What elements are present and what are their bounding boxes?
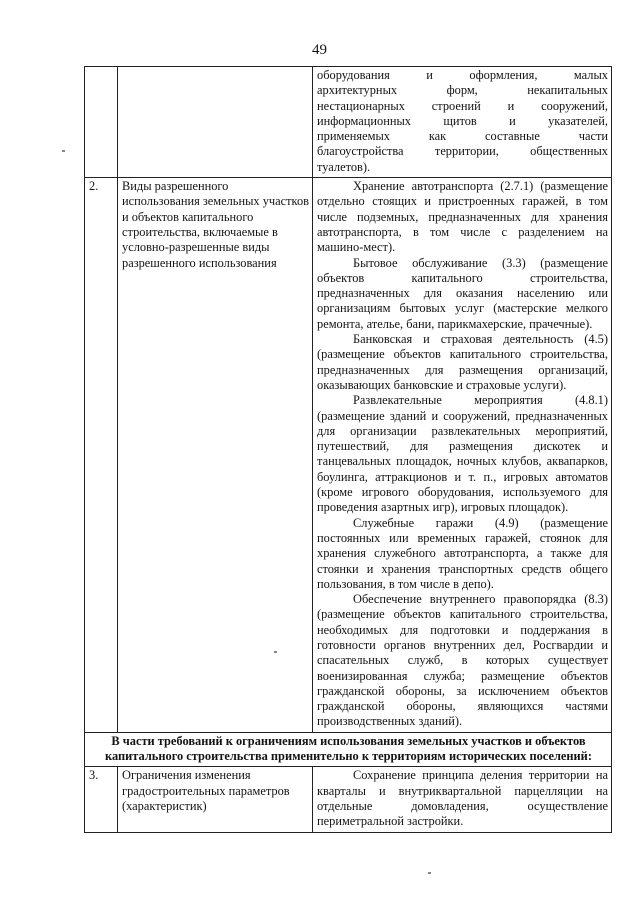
content-line: информационных щитов и указателей, — [317, 113, 608, 128]
content-line: благоустройства территории, общественных — [317, 144, 608, 159]
row-content-cell — [313, 67, 612, 178]
row-name-cell: Виды разрешенного использования земельных участков и объектов капитального строительства, включаемые в условно-разрешенные виды разрешенного использования — [118, 178, 313, 733]
content-line: применяемых как составные части — [317, 129, 608, 144]
row-number-cell: 2. — [85, 178, 118, 733]
table-row-3 — [85, 767, 612, 832]
row-content-cell — [313, 178, 612, 733]
content-line: туалетов). — [317, 159, 371, 174]
row-number-cell — [85, 67, 118, 178]
table-row-2 — [85, 178, 612, 733]
use-type-paragraph: Обеспечение внутреннего правопорядка (8.3) (размещение объектов капитального строительства, необходимых для подготовки и поддержания в готовности органов внутренних дел, Росгвардии и спасательных служб, в которых существует военизированная служба; размещение объектов гражданской обороны, за исключением объектов гражданской обороны, являющихся частями производственных зданий). — [317, 592, 608, 729]
content-line: архитектурных форм, некапитальных — [317, 83, 608, 98]
content-line: нестационарных строений и сооружений, — [317, 98, 608, 113]
section-header-row — [85, 732, 612, 767]
use-type-paragraph: Развлекательные мероприятия (4.8.1) (размещение зданий и сооружений, предназначенных для организации развлекательных мероприятий, путешествий, для размещения дискотек и танцевальных площадок, ночных клубов, аквапарков, боулинга, аттракционов и т. п., игровых автоматов (кроме игрового оборудования, используемого для проведения азартных игр), игровых площадок). — [317, 393, 608, 515]
section-header: В части требований к ограничениям использования земельных участков и объектов капитального строительства применительно к территориям исторических поселений: — [85, 732, 612, 767]
use-type-paragraph: Хранение автотранспорта (2.7.1) (размещение отдельно стоящих и пристроенных гаражей, в том числе подземных, предназначенных для хранения автотранспорта, в том числе с разделением на машино-мест). — [317, 179, 608, 255]
scan-speck — [62, 150, 65, 152]
use-type-paragraph: Банковская и страховая деятельность (4.5) (размещение объектов капитального строительства, предназначенных для размещения организаций, оказывающих банковские и страховые услуги). — [317, 332, 608, 392]
row-content-cell — [313, 767, 612, 832]
use-type-paragraph: Служебные гаражи (4.9) (размещение постоянных или временных гаражей, стоянок для хранения служебного автотранспорта, а также для стоянки и хранения транспортных средств общего пользования, в том числе в депо). — [317, 515, 608, 591]
use-type-paragraph: Бытовое обслуживание (3.3) (размещение объектов капитального строительства, предназначенных для оказания населению или организациям бытовых услуг (мастерские мелкого ремонта, ателье, бани, парикмахерские, прачечные). — [317, 255, 608, 331]
requirement-paragraph: Сохранение принципа деления территории на кварталы и внутриквартальной парцелляции на отдельные домовладения, осуществление периметральной застройки. — [317, 768, 608, 829]
page-number: 49 — [312, 42, 327, 58]
row-number-cell: 3. — [85, 767, 118, 832]
row-name-cell: Ограничения изменения градостроительных параметров (характеристик) — [118, 767, 313, 832]
scan-speck — [274, 651, 277, 653]
table-row-continued — [85, 67, 612, 178]
regulations-table — [84, 66, 612, 833]
row-name-cell — [118, 67, 313, 178]
content-line: оборудования и оформления, малых — [317, 68, 608, 82]
scan-speck — [428, 872, 431, 874]
